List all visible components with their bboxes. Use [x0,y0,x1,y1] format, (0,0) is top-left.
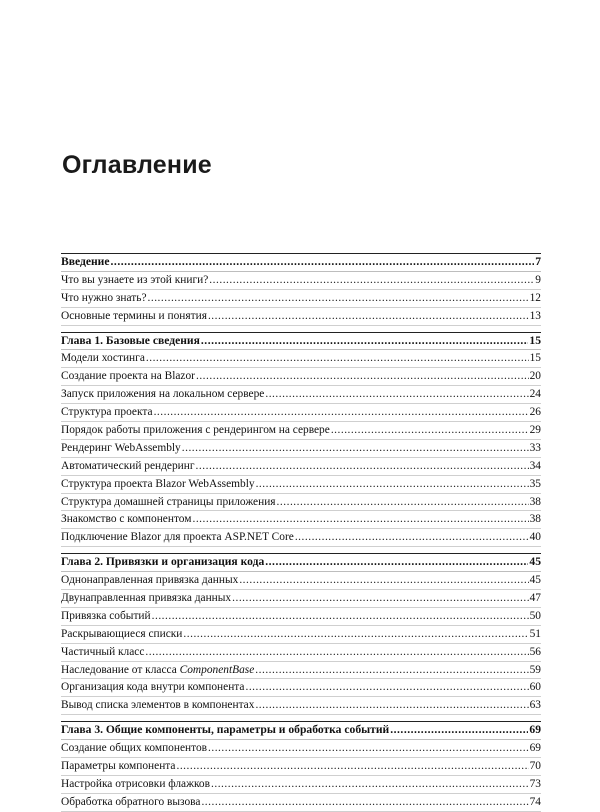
toc-entry[interactable] [61,740,541,758]
entry-page-number: 12 [529,291,541,304]
entry-title: Структура проекта Blazor WebAssembly [61,477,255,490]
chapter-title: Глава 3. Общие компоненты, параметры и обработка событий [61,723,390,737]
entry-page-number: 40 [529,531,541,544]
entry-title: Наследование от класса ComponentBase [61,663,255,676]
entry-page-number: 15 [529,352,541,365]
entry-title: Параметры компонента [61,760,176,773]
entry-title: Что нужно знать? [61,291,147,304]
entry-page-number: 56 [529,645,541,658]
entry-page-number: 29 [529,424,541,437]
entry-title: Рендеринг WebAssembly [61,441,181,454]
dot-leader [182,440,529,457]
entry-page-number: 34 [529,459,541,472]
dot-leader [148,290,529,307]
chapter-title: Глава 2. Привязки и организация кода [61,555,265,569]
toc-entry[interactable] [61,308,541,326]
entry-page-number: 73 [529,777,541,790]
entry-page-number: 69 [529,742,541,755]
entry-page-number: 38 [529,495,541,508]
dot-leader [152,608,529,625]
dot-leader [201,333,529,350]
entry-page-number: 13 [529,309,541,322]
toc-entry[interactable] [61,529,541,547]
toc-chapter-heading[interactable] [61,554,541,572]
dot-leader [196,368,529,385]
toc-entry[interactable] [61,572,541,590]
toc-entry[interactable] [61,794,541,812]
toc-entry[interactable] [61,290,541,308]
toc-entry[interactable] [61,662,541,680]
chapter-page-number: 69 [529,723,541,737]
toc-chapter-heading[interactable] [61,722,541,740]
entry-title: Обработка обратного вызова [61,795,201,808]
toc-entry[interactable] [61,608,541,626]
toc-entry[interactable] [61,404,541,422]
entry-page-number: 9 [535,273,541,286]
chapter-title: Введение [61,255,110,268]
entry-title: Порядок работы приложения с рендерингом на сервере [61,424,330,437]
toc-entry[interactable] [61,644,541,662]
entry-page-number: 38 [529,513,541,526]
entry-title: Структура домашней страницы приложения [61,495,276,508]
chapter-page-number: 7 [535,255,541,268]
entry-page-number: 47 [529,592,541,605]
entry-title: Привязка событий [61,609,151,622]
entry-title: Структура проекта [61,406,153,419]
entry-page-number: 74 [529,795,541,808]
entry-page-number: 63 [529,699,541,712]
dot-leader [208,308,529,325]
dot-leader [192,511,528,528]
toc-entry[interactable] [61,776,541,794]
entry-page-number: 26 [529,406,541,419]
toc-entry[interactable] [61,422,541,440]
chapter-title: Глава 1. Базовые сведения [61,333,200,347]
entry-page-number: 35 [529,477,541,490]
entry-page-number: 51 [529,627,541,640]
dot-leader [176,758,528,775]
dot-leader [111,254,535,271]
toc-entry[interactable] [61,590,541,608]
toc-chapter-heading[interactable] [61,254,541,272]
entry-page-number: 33 [529,441,541,454]
dot-leader [265,554,528,571]
dot-leader [295,529,529,546]
entry-page-number: 24 [529,388,541,401]
toc-entry[interactable] [61,272,541,290]
dot-leader [331,422,529,439]
toc-entry[interactable] [61,679,541,697]
dot-leader [154,404,529,421]
dot-leader [390,722,528,739]
entry-title: Частичный класс [61,645,145,658]
entry-page-number: 60 [529,681,541,694]
dot-leader [201,794,528,811]
entry-title: Запуск приложения на локальном сервере [61,388,265,401]
toc-entry[interactable] [61,697,541,715]
dot-leader [265,386,528,403]
toc-chapter [61,332,541,548]
dot-leader [209,272,534,289]
entry-title: Создание проекта на Blazor [61,370,195,383]
entry-page-number: 20 [529,370,541,383]
dot-leader [196,458,529,475]
toc-entry[interactable] [61,458,541,476]
dot-leader [145,644,528,661]
page-title: Оглавление [62,151,212,179]
toc-entry[interactable] [61,494,541,512]
entry-title-code: ComponentBase [179,663,255,676]
entry-title: Основные термины и понятия [61,309,207,322]
toc-entry[interactable] [61,758,541,776]
chapter-page-number: 45 [529,555,541,569]
dot-leader [239,572,528,589]
dot-leader [183,626,528,643]
entry-title: Однонаправленная привязка данных [61,574,239,587]
dot-leader [208,740,529,757]
toc-entry[interactable] [61,476,541,494]
dot-leader [255,662,528,679]
entry-title: Организация кода внутри компонента [61,681,245,694]
toc-entry[interactable] [61,440,541,458]
entry-title: Настройка отрисовки флажков [61,777,211,790]
entry-page-number: 59 [529,663,541,676]
entry-page-number: 45 [529,574,541,587]
entry-title: Подключение Blazor для проекта ASP.NET Core [61,531,294,544]
entry-title: Двунаправленная привязка данных [61,592,232,605]
entry-page-number: 70 [529,760,541,773]
dot-leader [277,494,529,511]
table-of-contents [61,253,541,812]
toc-chapter [61,721,541,811]
toc-chapter-heading[interactable] [61,333,541,351]
entry-title: Автоматический рендеринг [61,459,195,472]
dot-leader [256,476,529,493]
entry-title: Вывод списка элементов в компонентах [61,699,255,712]
dot-leader [245,679,528,696]
dot-leader [232,590,528,607]
toc-entry[interactable] [61,511,541,529]
entry-title: Раскрывающиеся списки [61,627,183,640]
dot-leader [255,697,528,714]
toc-entry[interactable] [61,386,541,404]
toc-chapter [61,553,541,715]
entry-title: Модели хостинга [61,352,145,365]
toc-entry[interactable] [61,368,541,386]
entry-title: Знакомство с компонентом [61,513,192,526]
entry-page-number: 50 [529,609,541,622]
entry-title: Создание общих компонентов [61,742,208,755]
dot-leader [146,350,529,367]
entry-title: Что вы узнаете из этой книги? [61,273,209,286]
dot-leader [211,776,529,793]
toc-entry[interactable] [61,626,541,644]
toc-entry[interactable] [61,350,541,368]
chapter-page-number: 15 [529,333,541,347]
toc-chapter [61,253,541,326]
